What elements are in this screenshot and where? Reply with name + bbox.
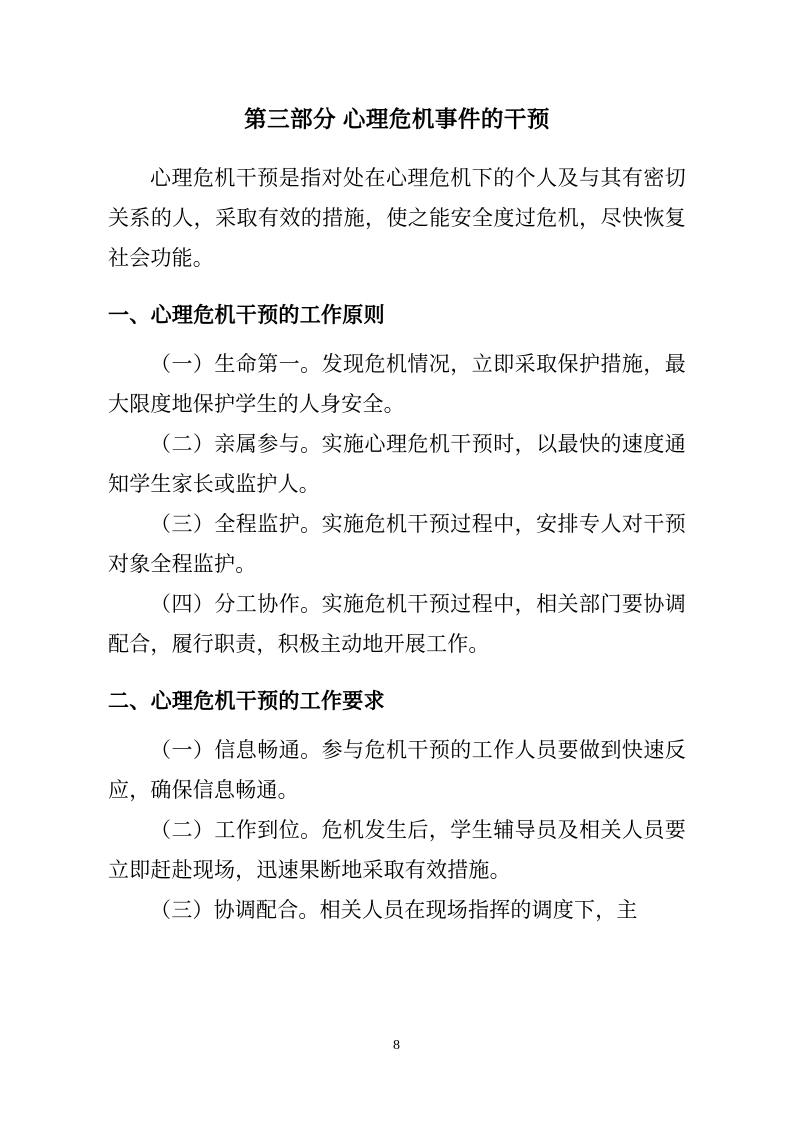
section-heading-1: 一、心理危机干预的工作原则	[108, 303, 385, 327]
section-1-paragraph-2: （二）亲属参与。实施心理危机干预时，以最快的速度通知学生家长或监护人。	[108, 431, 686, 496]
intro-paragraph: 心理危机干预是指对处在心理危机下的个人及与其有密切关系的人，采取有效的措施，使之能安全度过危机，尽快恢复社会功能。	[108, 165, 686, 270]
section-2-paragraph-1: （一）信息畅通。参与危机干预的工作人员要做到快速反应，确保信息畅通。	[108, 737, 686, 802]
section-1-paragraph-4: （四）分工协作。实施危机干预过程中，相关部门要协调配合，履行职责，积极主动地开展工作。	[108, 591, 686, 656]
section-heading-2: 二、心理危机干预的工作要求	[108, 689, 385, 713]
section-1-paragraph-1: （一）生命第一。发现危机情况，立即采取保护措施，最大限度地保护学生的人身安全。	[108, 351, 686, 416]
section-2-paragraph-3: （三）协调配合。相关人员在现场指挥的调度下，主	[150, 897, 638, 922]
page-title: 第三部分 心理危机事件的干预	[244, 107, 550, 132]
section-1-paragraph-3: （三）全程监护。实施危机干预过程中，安排专人对干预对象全程监护。	[108, 511, 686, 576]
document-body	[108, 104, 686, 930]
section-2-paragraph-2: （二）工作到位。危机发生后，学生辅导员及相关人员要立即赶赴现场，迅速果断地采取有效措施。	[108, 817, 686, 882]
page-number: 8	[393, 1038, 400, 1053]
